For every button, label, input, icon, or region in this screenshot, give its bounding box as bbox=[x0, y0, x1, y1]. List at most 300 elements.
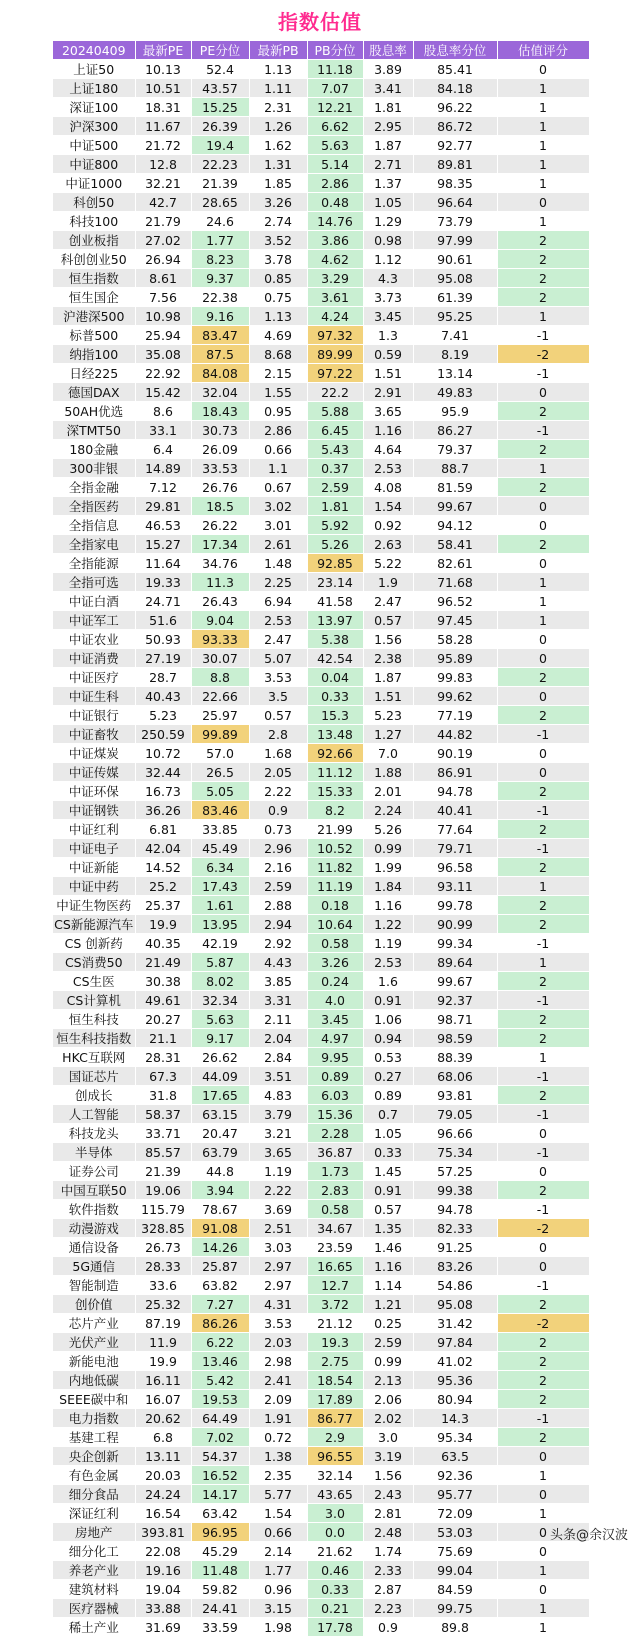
valuation-score-cell: 2 bbox=[497, 535, 589, 554]
index-name-cell: 深TMT50 bbox=[53, 421, 135, 440]
pb-percentile-cell: 0.89 bbox=[307, 1067, 363, 1086]
dividend-yield-cell: 0.99 bbox=[363, 839, 413, 858]
pb-percentile-cell: 3.72 bbox=[307, 1295, 363, 1314]
dividend-yield-cell: 0.33 bbox=[363, 1143, 413, 1162]
latest-pe-cell: 19.16 bbox=[135, 1561, 191, 1580]
pb-percentile-cell: 97.32 bbox=[307, 326, 363, 345]
latest-pe-cell: 27.19 bbox=[135, 649, 191, 668]
latest-pe-cell: 19.9 bbox=[135, 915, 191, 934]
latest-pe-cell: 40.43 bbox=[135, 687, 191, 706]
pe-percentile-cell: 28.65 bbox=[191, 193, 249, 212]
latest-pb-cell: 3.5 bbox=[249, 687, 307, 706]
valuation-score-cell: 1 bbox=[497, 611, 589, 630]
dividend-yield-cell: 2.47 bbox=[363, 592, 413, 611]
index-name-cell: 中证钢铁 bbox=[53, 801, 135, 820]
latest-pe-cell: 49.61 bbox=[135, 991, 191, 1010]
valuation-score-cell: 1 bbox=[497, 1618, 589, 1637]
latest-pe-cell: 13.11 bbox=[135, 1447, 191, 1466]
latest-pb-cell: 2.74 bbox=[249, 212, 307, 231]
valuation-score-cell: 2 bbox=[497, 706, 589, 725]
latest-pb-cell: 2.97 bbox=[249, 1257, 307, 1276]
latest-pb-cell: 0.72 bbox=[249, 1428, 307, 1447]
dividend-percentile-cell: 68.06 bbox=[413, 1067, 497, 1086]
latest-pe-cell: 10.98 bbox=[135, 307, 191, 326]
pb-percentile-cell: 86.77 bbox=[307, 1409, 363, 1428]
latest-pe-cell: 24.24 bbox=[135, 1485, 191, 1504]
pe-percentile-cell: 63.15 bbox=[191, 1105, 249, 1124]
pe-percentile-cell: 5.87 bbox=[191, 953, 249, 972]
dividend-yield-cell: 2.13 bbox=[363, 1371, 413, 1390]
dividend-percentile-cell: 89.64 bbox=[413, 953, 497, 972]
dividend-percentile-cell: 41.02 bbox=[413, 1352, 497, 1371]
dividend-percentile-cell: 92.36 bbox=[413, 1466, 497, 1485]
latest-pe-cell: 33.1 bbox=[135, 421, 191, 440]
latest-pe-cell: 30.38 bbox=[135, 972, 191, 991]
latest-pe-cell: 22.08 bbox=[135, 1542, 191, 1561]
dividend-yield-cell: 1.06 bbox=[363, 1010, 413, 1029]
latest-pe-cell: 16.73 bbox=[135, 782, 191, 801]
valuation-score-cell: 2 bbox=[497, 1010, 589, 1029]
latest-pe-cell: 19.33 bbox=[135, 573, 191, 592]
dividend-yield-cell: 2.71 bbox=[363, 155, 413, 174]
valuation-score-cell: 1 bbox=[497, 1504, 589, 1523]
latest-pe-cell: 36.26 bbox=[135, 801, 191, 820]
pb-percentile-cell: 8.2 bbox=[307, 801, 363, 820]
dividend-yield-cell: 1.6 bbox=[363, 972, 413, 991]
latest-pb-cell: 3.26 bbox=[249, 193, 307, 212]
table-row bbox=[53, 136, 589, 155]
index-name-cell: 中证电子 bbox=[53, 839, 135, 858]
valuation-score-cell: 0 bbox=[497, 60, 589, 79]
dividend-percentile-cell: 92.37 bbox=[413, 991, 497, 1010]
table-row bbox=[53, 1485, 589, 1504]
dividend-percentile-cell: 61.39 bbox=[413, 288, 497, 307]
dividend-yield-cell: 2.48 bbox=[363, 1523, 413, 1542]
dividend-yield-cell: 3.41 bbox=[363, 79, 413, 98]
table-row bbox=[53, 592, 589, 611]
valuation-score-cell: 0 bbox=[497, 687, 589, 706]
dividend-percentile-cell: 99.34 bbox=[413, 934, 497, 953]
table-row bbox=[53, 991, 589, 1010]
latest-pe-cell: 33.6 bbox=[135, 1276, 191, 1295]
latest-pe-cell: 21.1 bbox=[135, 1029, 191, 1048]
pe-percentile-cell: 22.23 bbox=[191, 155, 249, 174]
dividend-percentile-cell: 73.79 bbox=[413, 212, 497, 231]
table-row bbox=[53, 364, 589, 383]
pb-percentile-cell: 6.03 bbox=[307, 1086, 363, 1105]
table-row bbox=[53, 155, 589, 174]
latest-pb-cell: 3.85 bbox=[249, 972, 307, 991]
pe-percentile-cell: 91.08 bbox=[191, 1219, 249, 1238]
latest-pb-cell: 2.59 bbox=[249, 877, 307, 896]
dividend-percentile-cell: 92.77 bbox=[413, 136, 497, 155]
valuation-score-cell: 2 bbox=[497, 896, 589, 915]
latest-pb-cell: 2.92 bbox=[249, 934, 307, 953]
index-name-cell: 中证1000 bbox=[53, 174, 135, 193]
dividend-yield-cell: 2.24 bbox=[363, 801, 413, 820]
table-row bbox=[53, 1523, 589, 1542]
index-name-cell: 中证生物医药 bbox=[53, 896, 135, 915]
pe-percentile-cell: 14.17 bbox=[191, 1485, 249, 1504]
index-name-cell: 新能电池 bbox=[53, 1352, 135, 1371]
index-name-cell: 纳指100 bbox=[53, 345, 135, 364]
pb-percentile-cell: 1.81 bbox=[307, 497, 363, 516]
pb-percentile-cell: 89.99 bbox=[307, 345, 363, 364]
header-pb-percentile: PB分位 bbox=[307, 41, 363, 60]
dividend-yield-cell: 3.89 bbox=[363, 60, 413, 79]
latest-pe-cell: 35.08 bbox=[135, 345, 191, 364]
table-row bbox=[53, 1561, 589, 1580]
table-row bbox=[53, 250, 589, 269]
latest-pe-cell: 85.57 bbox=[135, 1143, 191, 1162]
valuation-score-cell: 1 bbox=[497, 592, 589, 611]
latest-pb-cell: 3.52 bbox=[249, 231, 307, 250]
dividend-percentile-cell: 57.25 bbox=[413, 1162, 497, 1181]
pe-percentile-cell: 11.3 bbox=[191, 573, 249, 592]
dividend-yield-cell: 3.65 bbox=[363, 402, 413, 421]
valuation-score-cell: 0 bbox=[497, 516, 589, 535]
dividend-percentile-cell: 93.11 bbox=[413, 877, 497, 896]
pe-percentile-cell: 16.52 bbox=[191, 1466, 249, 1485]
dividend-percentile-cell: 31.42 bbox=[413, 1314, 497, 1333]
index-name-cell: 软件指数 bbox=[53, 1200, 135, 1219]
dividend-percentile-cell: 63.5 bbox=[413, 1447, 497, 1466]
latest-pb-cell: 2.94 bbox=[249, 915, 307, 934]
valuation-score-cell: -1 bbox=[497, 934, 589, 953]
index-name-cell: 细分食品 bbox=[53, 1485, 135, 1504]
table-row bbox=[53, 174, 589, 193]
dividend-yield-cell: 2.53 bbox=[363, 459, 413, 478]
dividend-percentile-cell: 80.94 bbox=[413, 1390, 497, 1409]
pe-percentile-cell: 17.34 bbox=[191, 535, 249, 554]
index-name-cell: 中证畜牧 bbox=[53, 725, 135, 744]
index-name-cell: 医疗器械 bbox=[53, 1599, 135, 1618]
pe-percentile-cell: 8.02 bbox=[191, 972, 249, 991]
pe-percentile-cell: 78.67 bbox=[191, 1200, 249, 1219]
pb-percentile-cell: 4.0 bbox=[307, 991, 363, 1010]
dividend-percentile-cell: 97.84 bbox=[413, 1333, 497, 1352]
table-row bbox=[53, 1295, 589, 1314]
index-name-cell: 全指医药 bbox=[53, 497, 135, 516]
latest-pe-cell: 87.19 bbox=[135, 1314, 191, 1333]
latest-pe-cell: 28.31 bbox=[135, 1048, 191, 1067]
index-name-cell: 全指信息 bbox=[53, 516, 135, 535]
pb-percentile-cell: 9.95 bbox=[307, 1048, 363, 1067]
latest-pb-cell: 3.53 bbox=[249, 668, 307, 687]
index-name-cell: 恒生国企 bbox=[53, 288, 135, 307]
index-name-cell: 内地低碳 bbox=[53, 1371, 135, 1390]
latest-pb-cell: 8.68 bbox=[249, 345, 307, 364]
dividend-yield-cell: 1.16 bbox=[363, 1257, 413, 1276]
valuation-score-cell: 2 bbox=[497, 782, 589, 801]
latest-pb-cell: 2.15 bbox=[249, 364, 307, 383]
latest-pe-cell: 42.7 bbox=[135, 193, 191, 212]
dividend-yield-cell: 2.91 bbox=[363, 383, 413, 402]
dividend-percentile-cell: 75.34 bbox=[413, 1143, 497, 1162]
latest-pe-cell: 115.79 bbox=[135, 1200, 191, 1219]
dividend-yield-cell: 1.99 bbox=[363, 858, 413, 877]
pe-percentile-cell: 8.8 bbox=[191, 668, 249, 687]
pe-percentile-cell: 32.04 bbox=[191, 383, 249, 402]
pe-percentile-cell: 18.5 bbox=[191, 497, 249, 516]
dividend-percentile-cell: 98.35 bbox=[413, 174, 497, 193]
dividend-percentile-cell: 99.78 bbox=[413, 896, 497, 915]
pe-percentile-cell: 25.97 bbox=[191, 706, 249, 725]
table-row bbox=[53, 1409, 589, 1428]
pb-percentile-cell: 0.37 bbox=[307, 459, 363, 478]
latest-pe-cell: 42.04 bbox=[135, 839, 191, 858]
index-name-cell: 中国互联50 bbox=[53, 1181, 135, 1200]
valuation-score-cell: 2 bbox=[497, 1086, 589, 1105]
pb-percentile-cell: 3.0 bbox=[307, 1504, 363, 1523]
latest-pb-cell: 2.22 bbox=[249, 782, 307, 801]
index-name-cell: 科创创业50 bbox=[53, 250, 135, 269]
dividend-percentile-cell: 95.08 bbox=[413, 269, 497, 288]
dividend-percentile-cell: 98.71 bbox=[413, 1010, 497, 1029]
index-name-cell: 中证传媒 bbox=[53, 763, 135, 782]
latest-pb-cell: 2.16 bbox=[249, 858, 307, 877]
pb-percentile-cell: 5.38 bbox=[307, 630, 363, 649]
dividend-yield-cell: 1.05 bbox=[363, 193, 413, 212]
table-row bbox=[53, 440, 589, 459]
dividend-yield-cell: 5.26 bbox=[363, 820, 413, 839]
table-row bbox=[53, 383, 589, 402]
pb-percentile-cell: 17.78 bbox=[307, 1618, 363, 1637]
valuation-score-cell: 2 bbox=[497, 972, 589, 991]
latest-pe-cell: 10.51 bbox=[135, 79, 191, 98]
dividend-yield-cell: 5.23 bbox=[363, 706, 413, 725]
latest-pb-cell: 1.98 bbox=[249, 1618, 307, 1637]
valuation-score-cell: 1 bbox=[497, 174, 589, 193]
pb-percentile-cell: 34.67 bbox=[307, 1219, 363, 1238]
valuation-score-cell: 1 bbox=[497, 1466, 589, 1485]
valuation-score-cell: 1 bbox=[497, 117, 589, 136]
dividend-yield-cell: 1.16 bbox=[363, 421, 413, 440]
index-name-cell: 基建工程 bbox=[53, 1428, 135, 1447]
index-name-cell: 电力指数 bbox=[53, 1409, 135, 1428]
pb-percentile-cell: 5.43 bbox=[307, 440, 363, 459]
pb-percentile-cell: 11.12 bbox=[307, 763, 363, 782]
pe-percentile-cell: 93.33 bbox=[191, 630, 249, 649]
dividend-yield-cell: 1.45 bbox=[363, 1162, 413, 1181]
pe-percentile-cell: 26.5 bbox=[191, 763, 249, 782]
latest-pb-cell: 1.62 bbox=[249, 136, 307, 155]
dividend-percentile-cell: 14.3 bbox=[413, 1409, 497, 1428]
pb-percentile-cell: 10.52 bbox=[307, 839, 363, 858]
valuation-score-cell: 2 bbox=[497, 269, 589, 288]
latest-pb-cell: 2.51 bbox=[249, 1219, 307, 1238]
latest-pb-cell: 1.26 bbox=[249, 117, 307, 136]
dividend-yield-cell: 2.53 bbox=[363, 953, 413, 972]
pb-percentile-cell: 15.36 bbox=[307, 1105, 363, 1124]
valuation-score-cell: 2 bbox=[497, 250, 589, 269]
valuation-score-cell: 0 bbox=[497, 649, 589, 668]
latest-pe-cell: 16.11 bbox=[135, 1371, 191, 1390]
latest-pe-cell: 14.52 bbox=[135, 858, 191, 877]
index-name-cell: 证券公司 bbox=[53, 1162, 135, 1181]
dividend-yield-cell: 1.56 bbox=[363, 1466, 413, 1485]
pb-percentile-cell: 4.62 bbox=[307, 250, 363, 269]
index-name-cell: HKC互联网 bbox=[53, 1048, 135, 1067]
pb-percentile-cell: 2.9 bbox=[307, 1428, 363, 1447]
dividend-percentile-cell: 95.77 bbox=[413, 1485, 497, 1504]
latest-pe-cell: 32.44 bbox=[135, 763, 191, 782]
pb-percentile-cell: 92.85 bbox=[307, 554, 363, 573]
table-row bbox=[53, 1447, 589, 1466]
dividend-yield-cell: 1.51 bbox=[363, 687, 413, 706]
pb-percentile-cell: 2.59 bbox=[307, 478, 363, 497]
table-row bbox=[53, 1219, 589, 1238]
latest-pe-cell: 58.37 bbox=[135, 1105, 191, 1124]
latest-pb-cell: 2.41 bbox=[249, 1371, 307, 1390]
index-name-cell: 创成长 bbox=[53, 1086, 135, 1105]
valuation-score-cell: 2 bbox=[497, 915, 589, 934]
table-row bbox=[53, 1428, 589, 1447]
latest-pb-cell: 2.25 bbox=[249, 573, 307, 592]
index-name-cell: 中证白酒 bbox=[53, 592, 135, 611]
valuation-score-cell: 1 bbox=[497, 877, 589, 896]
index-name-cell: 德国DAX bbox=[53, 383, 135, 402]
table-header-row bbox=[53, 41, 589, 60]
pb-percentile-cell: 19.3 bbox=[307, 1333, 363, 1352]
dividend-yield-cell: 0.59 bbox=[363, 345, 413, 364]
latest-pe-cell: 16.07 bbox=[135, 1390, 191, 1409]
dividend-yield-cell: 2.59 bbox=[363, 1333, 413, 1352]
valuation-score-cell: -1 bbox=[497, 1276, 589, 1295]
dividend-yield-cell: 1.05 bbox=[363, 1124, 413, 1143]
valuation-score-cell: 0 bbox=[497, 1523, 589, 1542]
index-name-cell: 180金融 bbox=[53, 440, 135, 459]
table-row bbox=[53, 1618, 589, 1637]
latest-pe-cell: 5.23 bbox=[135, 706, 191, 725]
latest-pe-cell: 18.31 bbox=[135, 98, 191, 117]
index-name-cell: 光伏产业 bbox=[53, 1333, 135, 1352]
valuation-score-cell: 2 bbox=[497, 1333, 589, 1352]
dividend-percentile-cell: 95.9 bbox=[413, 402, 497, 421]
pe-percentile-cell: 18.43 bbox=[191, 402, 249, 421]
index-name-cell: 5G通信 bbox=[53, 1257, 135, 1276]
valuation-score-cell: 0 bbox=[497, 1257, 589, 1276]
latest-pe-cell: 25.2 bbox=[135, 877, 191, 896]
index-name-cell: CS新能源汽车 bbox=[53, 915, 135, 934]
pe-percentile-cell: 43.57 bbox=[191, 79, 249, 98]
dividend-yield-cell: 0.89 bbox=[363, 1086, 413, 1105]
pe-percentile-cell: 84.08 bbox=[191, 364, 249, 383]
dividend-yield-cell: 1.22 bbox=[363, 915, 413, 934]
valuation-score-cell: 1 bbox=[497, 79, 589, 98]
table-row bbox=[53, 269, 589, 288]
index-name-cell: 标普500 bbox=[53, 326, 135, 345]
pe-percentile-cell: 9.17 bbox=[191, 1029, 249, 1048]
valuation-score-cell: -1 bbox=[497, 1067, 589, 1086]
pb-percentile-cell: 10.64 bbox=[307, 915, 363, 934]
table-row bbox=[53, 839, 589, 858]
dividend-percentile-cell: 89.81 bbox=[413, 155, 497, 174]
valuation-score-cell: 2 bbox=[497, 1181, 589, 1200]
pb-percentile-cell: 17.89 bbox=[307, 1390, 363, 1409]
dividend-percentile-cell: 58.41 bbox=[413, 535, 497, 554]
dividend-yield-cell: 4.08 bbox=[363, 478, 413, 497]
latest-pb-cell: 2.14 bbox=[249, 1542, 307, 1561]
valuation-score-cell: 1 bbox=[497, 953, 589, 972]
pb-percentile-cell: 6.62 bbox=[307, 117, 363, 136]
latest-pe-cell: 40.35 bbox=[135, 934, 191, 953]
latest-pe-cell: 51.6 bbox=[135, 611, 191, 630]
pe-percentile-cell: 19.53 bbox=[191, 1390, 249, 1409]
dividend-percentile-cell: 93.81 bbox=[413, 1086, 497, 1105]
pb-percentile-cell: 22.2 bbox=[307, 383, 363, 402]
dividend-percentile-cell: 95.89 bbox=[413, 649, 497, 668]
dividend-percentile-cell: 79.37 bbox=[413, 440, 497, 459]
dividend-yield-cell: 4.64 bbox=[363, 440, 413, 459]
pe-percentile-cell: 6.34 bbox=[191, 858, 249, 877]
dividend-yield-cell: 1.37 bbox=[363, 174, 413, 193]
pb-percentile-cell: 11.82 bbox=[307, 858, 363, 877]
pe-percentile-cell: 1.61 bbox=[191, 896, 249, 915]
index-valuation-table bbox=[53, 41, 590, 1637]
pe-percentile-cell: 57.0 bbox=[191, 744, 249, 763]
dividend-percentile-cell: 99.67 bbox=[413, 497, 497, 516]
dividend-yield-cell: 2.87 bbox=[363, 1580, 413, 1599]
valuation-score-cell: 2 bbox=[497, 1390, 589, 1409]
index-name-cell: 有色金属 bbox=[53, 1466, 135, 1485]
latest-pe-cell: 21.72 bbox=[135, 136, 191, 155]
pb-percentile-cell: 36.87 bbox=[307, 1143, 363, 1162]
pe-percentile-cell: 54.37 bbox=[191, 1447, 249, 1466]
pe-percentile-cell: 33.59 bbox=[191, 1618, 249, 1637]
pe-percentile-cell: 25.87 bbox=[191, 1257, 249, 1276]
dividend-percentile-cell: 71.68 bbox=[413, 573, 497, 592]
latest-pb-cell: 5.07 bbox=[249, 649, 307, 668]
pb-percentile-cell: 43.65 bbox=[307, 1485, 363, 1504]
latest-pb-cell: 2.61 bbox=[249, 535, 307, 554]
dividend-percentile-cell: 99.75 bbox=[413, 1599, 497, 1618]
index-name-cell: 央企创新 bbox=[53, 1447, 135, 1466]
valuation-score-cell: 2 bbox=[497, 858, 589, 877]
index-name-cell: 通信设备 bbox=[53, 1238, 135, 1257]
pe-percentile-cell: 5.05 bbox=[191, 782, 249, 801]
pe-percentile-cell: 22.66 bbox=[191, 687, 249, 706]
dividend-percentile-cell: 84.59 bbox=[413, 1580, 497, 1599]
pb-percentile-cell: 2.28 bbox=[307, 1124, 363, 1143]
pe-percentile-cell: 42.19 bbox=[191, 934, 249, 953]
table-row bbox=[53, 1181, 589, 1200]
latest-pe-cell: 19.9 bbox=[135, 1352, 191, 1371]
valuation-score-cell: -2 bbox=[497, 345, 589, 364]
latest-pe-cell: 31.8 bbox=[135, 1086, 191, 1105]
table-row bbox=[53, 1390, 589, 1409]
valuation-score-cell: 1 bbox=[497, 573, 589, 592]
dividend-percentile-cell: 58.28 bbox=[413, 630, 497, 649]
pb-percentile-cell: 41.58 bbox=[307, 592, 363, 611]
table-row bbox=[53, 1124, 589, 1143]
pb-percentile-cell: 23.14 bbox=[307, 573, 363, 592]
index-name-cell: 深证红利 bbox=[53, 1504, 135, 1523]
index-name-cell: 稀土产业 bbox=[53, 1618, 135, 1637]
pe-percentile-cell: 24.6 bbox=[191, 212, 249, 231]
valuation-score-cell: 0 bbox=[497, 744, 589, 763]
latest-pb-cell: 2.09 bbox=[249, 1390, 307, 1409]
valuation-score-cell: 0 bbox=[497, 630, 589, 649]
valuation-score-cell: -2 bbox=[497, 1219, 589, 1238]
valuation-score-cell: -1 bbox=[497, 1200, 589, 1219]
pb-percentile-cell: 3.26 bbox=[307, 953, 363, 972]
latest-pe-cell: 28.33 bbox=[135, 1257, 191, 1276]
dividend-percentile-cell: 96.58 bbox=[413, 858, 497, 877]
index-name-cell: 养老产业 bbox=[53, 1561, 135, 1580]
table-row bbox=[53, 915, 589, 934]
valuation-score-cell: 1 bbox=[497, 136, 589, 155]
